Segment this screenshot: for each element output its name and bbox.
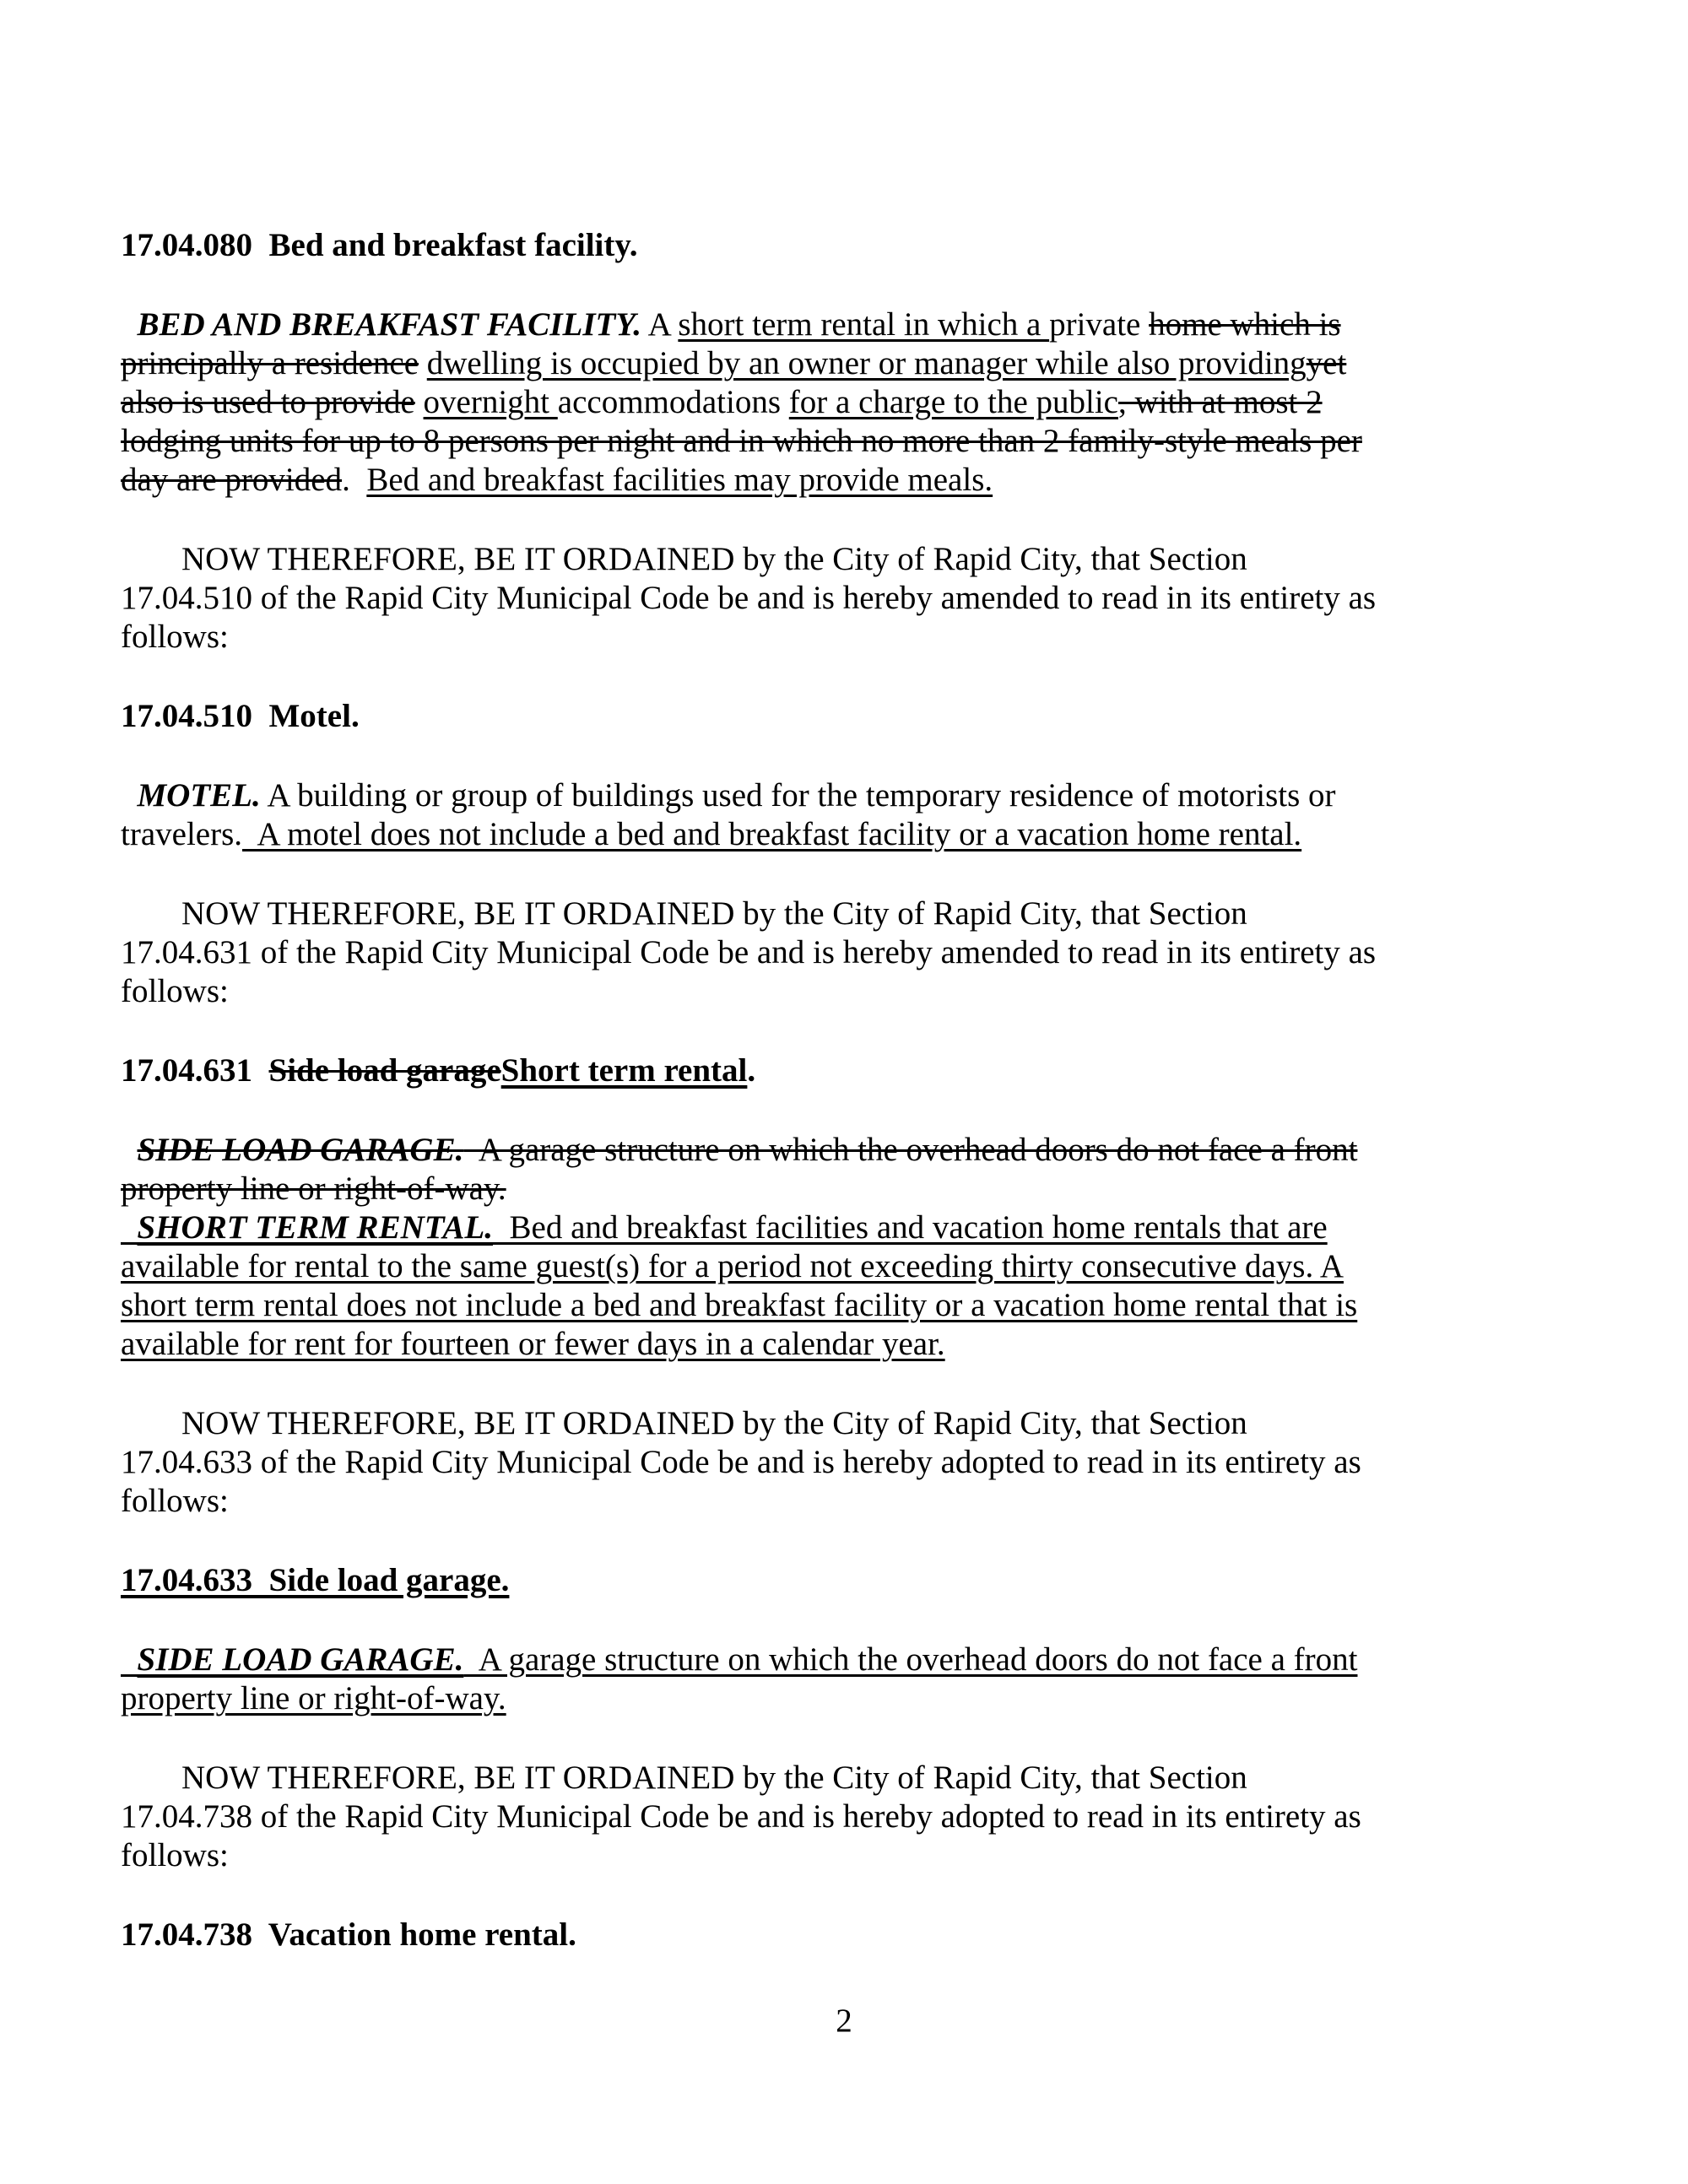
text-run: available for rental to the same guest(s) for a period not exceeding thirty consecutive days. A: [121, 1248, 1344, 1284]
text-run: follows:: [121, 973, 229, 1009]
section-heading: [121, 1916, 1581, 1954]
text-run: NOW THEREFORE, BE IT ORDAINED by the City of Rapid City, that Section: [181, 541, 1247, 577]
text-run: [419, 345, 427, 381]
text-run: also is used to provide: [121, 384, 415, 420]
paragraph: [121, 776, 1581, 854]
section-heading: [121, 226, 1581, 265]
paragraph: [121, 1759, 1581, 1875]
text-run: day are provided: [121, 462, 343, 498]
text-run: for a charge to the public: [788, 384, 1118, 420]
text-run: NOW THEREFORE, BE IT ORDAINED by the City of Rapid City, that Section: [181, 1405, 1247, 1441]
text-run: A garage structure on which the overhead doors do not face a front: [463, 1641, 1358, 1678]
text-run: [415, 384, 424, 420]
text-run: follows:: [121, 1483, 229, 1519]
paragraph: [121, 895, 1581, 1011]
text-run: 17.04.738 Vacation home rental.: [121, 1916, 576, 1953]
text-run: , with at most 2: [1118, 384, 1323, 420]
text-run: NOW THEREFORE, BE IT ORDAINED by the City of Rapid City, that Section: [181, 895, 1247, 932]
text-run: .: [747, 1052, 756, 1089]
text-run: Bed and breakfast facilities and vacation home rentals that are: [493, 1209, 1328, 1246]
text-run: .: [342, 462, 367, 498]
page-footer: [0, 2002, 1688, 2041]
document-blocks: [121, 226, 1581, 1954]
text-run: principally a residence: [121, 345, 419, 381]
section-heading: [121, 1051, 1581, 1090]
text-run: SIDE LOAD GARAGE.: [137, 1132, 464, 1168]
text-run: Side load garage: [268, 1052, 501, 1089]
text-run: 17.04.080 Bed and breakfast facility.: [121, 227, 638, 263]
text-run: [121, 1641, 138, 1678]
text-run: Bed and breakfast facilities may provide meals.: [366, 462, 993, 498]
text-run: follows:: [121, 1837, 229, 1873]
paragraph: [121, 1404, 1581, 1521]
text-run: SHORT TERM RENTAL.: [137, 1209, 493, 1246]
text-run: available for rent for fourteen or fewer days in a calendar year.: [121, 1326, 945, 1362]
text-run: overnight: [423, 384, 558, 420]
text-run: A building or group of buildings used for the temporary residence of motorists or: [260, 777, 1336, 814]
section-heading: [121, 697, 1581, 736]
text-run: A motel does not include a bed and breakfast facility or a vacation home rental.: [242, 816, 1302, 852]
paragraph: [121, 1131, 1581, 1208]
text-run: property line or right-of-way.: [121, 1680, 506, 1716]
text-run: [121, 1132, 138, 1168]
text-run: 17.04.631 of the Rapid City Municipal Code be and is hereby amended to read in its entirety as: [121, 934, 1377, 970]
text-run: A garage structure on which the overhead doors do not face a front: [463, 1132, 1358, 1168]
text-run: accommodations: [557, 384, 789, 420]
page-number: 2: [836, 2003, 852, 2039]
text-run: NOW THEREFORE, BE IT ORDAINED by the City of Rapid City, that Section: [181, 1760, 1247, 1796]
text-run: short term rental does not include a bed and breakfast facility or a vacation home rental that is: [121, 1287, 1358, 1323]
text-run: home which is: [1149, 306, 1341, 343]
text-run: lodging units for up to 8 persons per night and in which no more than 2 family-style meals per: [121, 423, 1362, 459]
text-run: SIDE LOAD GARAGE.: [137, 1641, 464, 1678]
text-run: BED AND BREAKFAST FACILITY.: [137, 306, 641, 343]
text-run: [121, 777, 138, 814]
text-run: 17.04.633 Side load garage.: [121, 1562, 510, 1598]
text-run: [121, 1209, 138, 1246]
text-run: [121, 306, 138, 343]
text-run: property line or right-of-way.: [121, 1170, 506, 1207]
section-heading: [121, 1561, 1581, 1600]
text-run: 17.04.631: [121, 1052, 269, 1089]
text-run: short term rental in which a: [678, 306, 1050, 343]
text-run: MOTEL.: [137, 777, 261, 814]
text-run: dwelling is occupied by an owner or manager while also providing: [426, 345, 1307, 381]
text-run: yet: [1306, 345, 1347, 381]
text-run: Short term rental: [500, 1052, 748, 1089]
text-run: 17.04.510 of the Rapid City Municipal Code be and is hereby amended to read in its entirety as: [121, 580, 1377, 616]
text-run: 17.04.738 of the Rapid City Municipal Code be and is hereby adopted to read in its entirety as: [121, 1798, 1361, 1835]
paragraph: [121, 1208, 1581, 1364]
text-run: 17.04.510 Motel.: [121, 698, 360, 734]
paragraph: [121, 540, 1581, 657]
text-run: A: [641, 306, 679, 343]
paragraph: [121, 1641, 1581, 1718]
text-run: 17.04.633 of the Rapid City Municipal Code be and is hereby adopted to read in its entirety as: [121, 1444, 1361, 1480]
text-run: private: [1049, 306, 1150, 343]
text-run: follows:: [121, 619, 229, 655]
paragraph: [121, 305, 1581, 500]
text-run: travelers.: [121, 816, 243, 852]
